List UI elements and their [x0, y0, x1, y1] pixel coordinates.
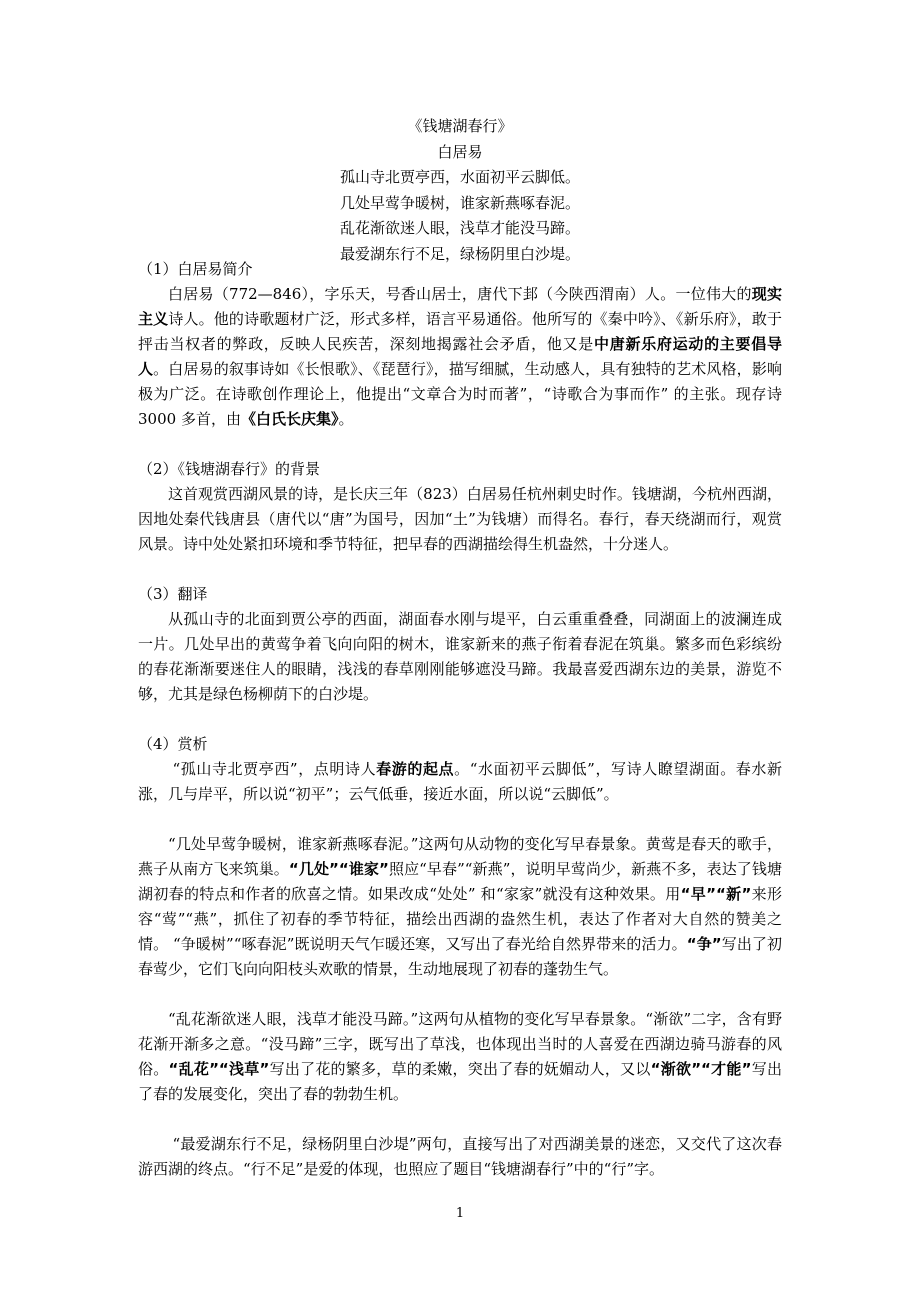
emphasis-text: “渐欲”“才能”: [650, 1060, 752, 1078]
spacer: [138, 707, 782, 732]
emphasis-text: “争”: [686, 935, 722, 953]
spacer: [138, 432, 782, 457]
text-run: “乱花渐欲迷人眼，浅草才能没马蹄。”这两句从植物的变化写早春景象。“渐欲”二字，含有野花渐开渐多之意。“没马蹄”三字，既写出了草浅，也体现出当时的人喜爱在西湖边骑马游春的风俗。: [138, 1010, 782, 1078]
emphasis-text: 现实主义: [138, 285, 782, 328]
emphasis-text: 中唐新乐府运动的主要倡导人: [138, 335, 782, 378]
emphasis-text: “早”“新”: [680, 885, 752, 903]
section-heading-translation: （3）翻译: [138, 585, 208, 603]
spacer: [138, 1107, 782, 1132]
text-run: 写出了春的发展变化，突出了春的勃勃生机。: [138, 1060, 782, 1103]
section-heading-analysis: （4）赏析: [138, 735, 208, 753]
text-run: 白居易（772—846），字乐天，号香山居士，唐代下邽（今陕西渭南）人。一位伟大的: [168, 285, 752, 303]
poem-line: 最爱湖东行不足，绿杨阴里白沙堤。: [339, 244, 580, 263]
text-run: 。“水面初平云脚低”，写诗人瞭望湖面。春水新涨，几与岸平，所以说“初平”；云气低垂，接近水面，所以说“云脚低”。: [138, 760, 782, 803]
text-run: 写出了花的繁多，草的柔嫩，突出了春的妩媚动人，又以: [269, 1060, 651, 1078]
emphasis-text: “乱花”“浅草”: [168, 1060, 270, 1078]
analysis-paragraph-3: [138, 1007, 782, 1107]
section-heading-intro: （1）白居易简介: [138, 260, 253, 278]
background-paragraph: 这首观赏西湖风景的诗，是长庆三年（823）白居易任杭州刺史时作。钱塘湖，今杭州西湖，因地处秦代钱唐县（唐代以“唐”为国号，因加“土”为钱塘）而得名。春行，春天绕湖而行，观赏风景。诗中处处紧扣环境和季节特征，把早春的西湖描绘得生机盎然，十分迷人。: [138, 485, 782, 553]
document-body: [138, 257, 782, 1182]
poem-block: [0, 114, 920, 267]
poem-line: 几处早莺争暖树，谁家新燕啄春泥。: [339, 193, 580, 212]
analysis-paragraph-2: [138, 832, 782, 982]
section-heading-background: （2）《钱塘湖春行》的背景: [138, 460, 321, 478]
text-run: 照应“早春”“新燕”，说明早莺尚少，新燕不多，表达了钱塘湖初春的特点和作者的欣喜之情。如果改成“处处” 和“家家”就没有这种效果。用: [138, 860, 782, 903]
text-run: 。白居易的叙事诗如《长恨歌》、《琵琶行》，描写细腻，生动感人，具有独特的艺术风格，影响极为广泛。在诗歌创作理论上，他提出“文章合为时而著”，“诗歌合为事而作” 的主张。现存诗 3000 多首，由: [138, 360, 782, 428]
text-run: 写出了初春莺少，它们飞向向阳枝头欢歌的情景，生动地展现了初春的蓬勃生气。: [138, 935, 782, 978]
intro-paragraph: [138, 282, 782, 432]
text-run: “孤山寺北贾亭西”，点明诗人: [172, 760, 377, 778]
analysis-paragraph-1: [138, 757, 782, 807]
text-run: “几处早莺争暖树，谁家新燕啄春泥。”这两句从动物的变化写早春景象。黄莺是春天的歌手，燕子从南方飞来筑巢。: [138, 835, 782, 878]
translation-paragraph: 从孤山寺的北面到贾公亭的西面，湖面春水刚与堤平，白云重重叠叠，同湖面上的波澜连成一片。几处早出的黄莺争着飞向向阳的树木，谁家新来的燕子衔着春泥在筑巢。繁多而色彩缤纷的春花渐渐要迷住人的眼睛，浅浅的春草刚刚能够遮没马蹄。我最喜爱西湖东边的美景，游览不够，尤其是绿色杨柳荫下的白沙堤。: [138, 610, 782, 703]
spacer: [138, 982, 782, 1007]
page-number: 1: [455, 1206, 465, 1221]
emphasis-text: 春游的起点: [376, 760, 455, 778]
spacer: [138, 807, 782, 832]
poem-title: 《钱塘湖春行》: [407, 117, 513, 135]
text-run: 。: [338, 410, 354, 428]
poem-line: 乱花渐欲迷人眼，浅草才能没马蹄。: [339, 219, 580, 237]
emphasis-text: “几处”“谁家”: [288, 860, 389, 878]
analysis-paragraph-4: “最爱湖东行不足，绿杨阴里白沙堤”两句，直接写出了对西湖美景的迷恋，又交代了这次春游西湖的终点。“行不足”是爱的体现，也照应了题目“钱塘湖春行”中的“行”字。: [138, 1135, 782, 1178]
text-run: 诗人。他的诗歌题材广泛，形式多样，语言平易通俗。他所写的《秦中吟》、《新乐府》，敢于抨击当权者的弊政，反映人民疾苦，深刻地揭露社会矛盾，他又是: [138, 310, 782, 353]
poem-author: 白居易: [437, 142, 483, 161]
emphasis-text: 《白氏长庆集》: [240, 410, 339, 428]
spacer: [138, 557, 782, 582]
poem-line: 孤山寺北贾亭西，水面初平云脚低。: [339, 168, 580, 186]
text-run: 来形容“莺”“燕”，抓住了初春的季节特征，描绘出西湖的盎然生机，表达了作者对大自然的赞美之情。 “争暖树”“啄春泥”既说明天气乍暖还寒，又写出了春光给自然界带来的活力。: [138, 885, 782, 953]
